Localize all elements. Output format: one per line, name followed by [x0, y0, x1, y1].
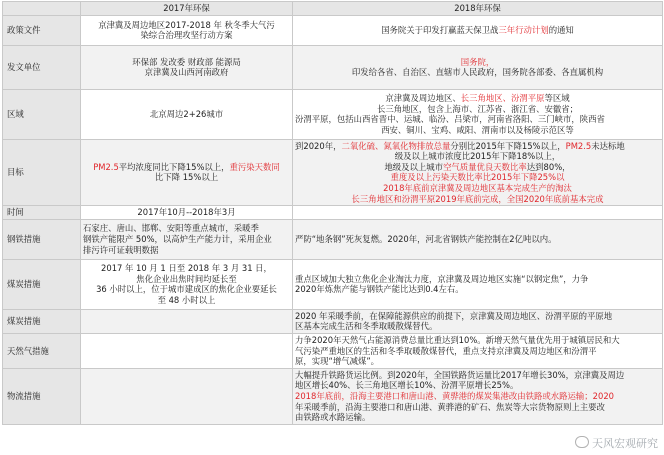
target-2018: 到2020年，二氧化硫、氮氧化物排放总量分别比2015年下降15%以上，PM2.5未达标地 级及以上城市浓度比2015年下降18%以上， 地级及以上城市空气质量优良天数比率达到80%， 重度及以上污染天数比率比2015年下降25%以 2018年底前京津冀及周边地区基本完成生产的淘汰 长三角地区和汾渭平原2019年底前完成，全国2020年底前基本完成 — [293, 139, 663, 206]
gas-2017 — [81, 333, 293, 368]
policy-2017: 京津冀及周边地区2017-2018 年 秋冬季大气污 染综合治理攻坚行动方案 — [81, 15, 293, 45]
issuer-2018: 国务院， 印发给各省、自治区、直辖市人民政府，国务院各部委、各直属机构 — [293, 45, 663, 89]
logistics-2017 — [81, 368, 293, 424]
header-2018: 2018年环保 — [293, 2, 663, 16]
heating-2017 — [81, 309, 293, 333]
row-label-gas: 天然气措施 — [3, 333, 81, 368]
header-row — [3, 2, 663, 16]
row-steel — [3, 219, 663, 259]
row-region — [3, 89, 663, 139]
region-2018: 京津冀及周边地区、长三角地区、汾渭平原等区域 长三角地区，包含上海市、江苏省、浙江省、安徽省； 汾渭平原，包括山西省晋中、运城、临汾、吕梁市，河南省洛阳、三门峡市，陕西省 西安、铜川、宝鸡、咸阳、渭南市以及杨陵示范区等 — [293, 89, 663, 139]
watermark — [575, 435, 658, 451]
target-2017: PM2.5平均浓度同比下降15%以上，重污染天数同 比下降 15%以上 — [81, 139, 293, 206]
row-coal — [3, 259, 663, 309]
heating-2018: 2020 年采暖季前，在保障能源供应的前提下，京津冀及周边地区、汾渭平原的平原地 区基本完成生活和冬季取暖散煤替代。 — [293, 309, 663, 333]
steel-2018: 严防“地条钢”死灰复燃。2020年，河北省钢铁产能控制在2亿吨以内。 — [293, 219, 663, 259]
row-time — [3, 206, 663, 220]
wechat-icon — [575, 436, 589, 448]
issuer-2017: 环保部 发改委 财政部 能源局 京津冀及山西河南政府 — [81, 45, 293, 89]
policy-2018: 国务院关于印发打赢蓝天保卫战三年行动计划的通知 — [293, 15, 663, 45]
row-label-target: 目标 — [3, 139, 81, 206]
row-label-policy: 政策文件 — [3, 15, 81, 45]
region-2017: 北京周边2+26城市 — [81, 89, 293, 139]
header-2017: 2017年环保 — [81, 2, 293, 16]
row-label-region: 区域 — [3, 89, 81, 139]
watermark-text: 天风宏观研究 — [592, 437, 658, 450]
row-target — [3, 139, 663, 206]
row-label-logistics: 物流措施 — [3, 368, 81, 424]
row-heating — [3, 309, 663, 333]
logistics-2018: 大幅提升铁路货运比例。到2020年，全国铁路货运量比2017年增长30%，京津冀及周边 地区增长40%、长三角地区增长10%、汾渭平原增长25%。 2018年底前，沿海主要港口和唐山港、黄骅港的煤炭集港改由铁路或水路运输；2020 年采暖季前，沿海主要港口和唐山港、黄骅港的矿石、焦炭等大宗货物原则上主要改 由铁路或水路运输。 — [293, 368, 663, 424]
comparison-table — [2, 1, 663, 425]
row-policy — [3, 15, 663, 45]
gas-2018: 力争2020年天然气占能源消费总量比重达到10%。新增天然气量优先用于城镇居民和大 气污染严重地区的生活和冬季取暖散煤替代，重点支持京津冀及周边地区和汾渭平 原，实现“增气减煤”。 — [293, 333, 663, 368]
coal-2018: 重点区域加大独立焦化企业淘汰力度，京津冀及周边地区实施“以钢定焦”，力争 2020年炼焦产能与钢铁产能比达到0.4左右。 — [293, 259, 663, 309]
row-logistics — [3, 368, 663, 424]
header-blank — [3, 2, 81, 16]
row-label-issuer: 发文单位 — [3, 45, 81, 89]
time-2017: 2017年10月--2018年3月 — [81, 206, 293, 220]
row-gas — [3, 333, 663, 368]
time-2018 — [293, 206, 663, 220]
row-issuer — [3, 45, 663, 89]
steel-2017: 石家庄、唐山、邯郸、安阳等重点城市，采暖季 钢铁产能限产 50%，以高炉生产能力计，采用企业 排污许可证载明数据 — [81, 219, 293, 259]
row-label-steel: 钢铁措施 — [3, 219, 81, 259]
row-label-heating: 煤炭措施 — [3, 309, 81, 333]
row-label-time: 时间 — [3, 206, 81, 220]
row-label-coal: 煤炭措施 — [3, 259, 81, 309]
coal-2017: 2017 年 10 月 1 日至 2018 年 3 月 31 日， 焦化企业出焦时间均延长至 36 小时以上，位于城市建成区的焦化企业要延长 至 48 小时以上 — [81, 259, 293, 309]
